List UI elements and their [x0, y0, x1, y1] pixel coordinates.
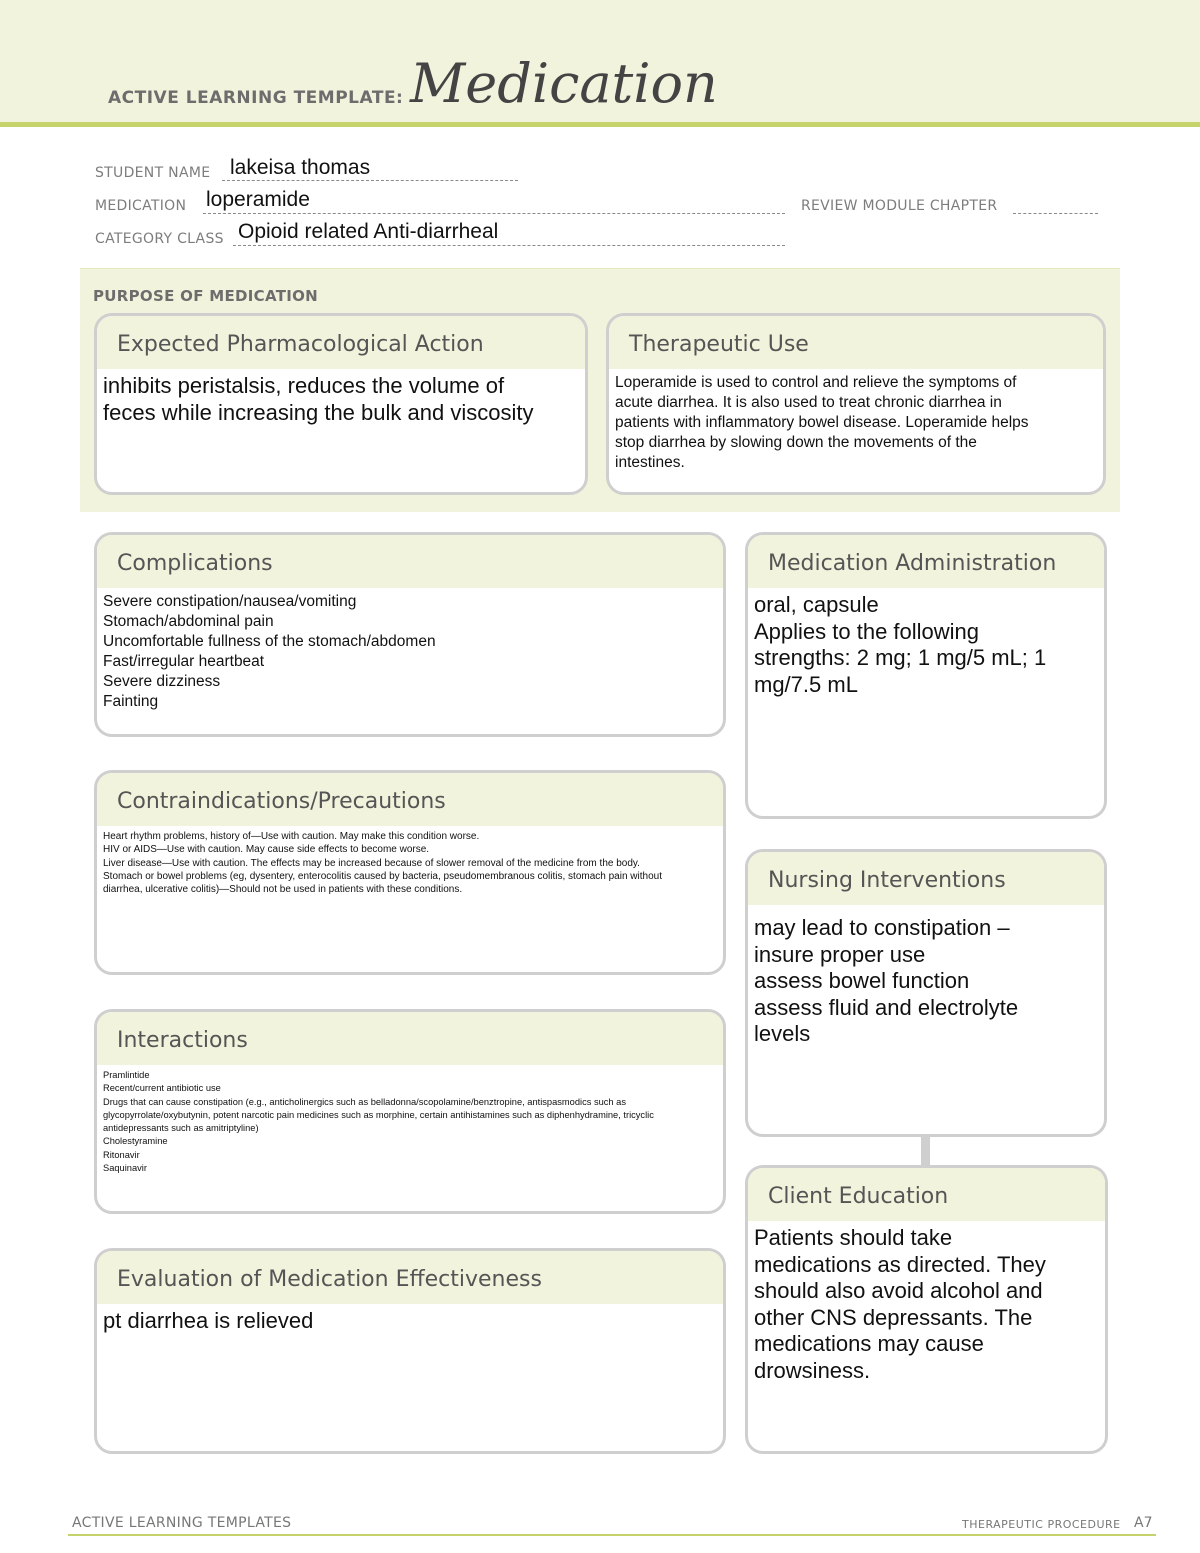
- medication-administration-box: [745, 532, 1107, 819]
- text-line: pt diarrhea is relieved: [103, 1308, 314, 1333]
- text-line: medications as directed. They: [754, 1251, 1046, 1277]
- text-line: feces while increasing the bulk and viscosity: [103, 399, 534, 425]
- evaluation-title: Evaluation of Medication Effectiveness: [97, 1251, 723, 1304]
- medication-line: [203, 213, 785, 214]
- text-line: Severe constipation/nausea/vomiting: [103, 593, 357, 610]
- category-class-label: CATEGORY CLASS: [95, 231, 224, 247]
- text-line: acute diarrhea. It is also used to treat chronic diarrhea in: [615, 394, 1002, 411]
- text-line: patients with inflammatory bowel disease. Loperamide helps: [615, 414, 1029, 431]
- text-line: strengths: 2 mg; 1 mg/5 mL; 1: [754, 645, 1047, 670]
- template-label: ACTIVE LEARNING TEMPLATE:: [108, 88, 404, 108]
- footer-section: THERAPEUTIC PROCEDURE: [962, 1518, 1121, 1531]
- client-education-text[interactable]: [748, 1221, 1105, 1388]
- category-class-field[interactable]: Opioid related Anti-diarrheal: [238, 220, 499, 243]
- review-chapter-label: REVIEW MODULE CHAPTER: [801, 198, 998, 214]
- text-line: other CNS depressants. The: [754, 1304, 1033, 1330]
- text-line: intestines.: [615, 454, 685, 471]
- text-line: Cholestyramine: [103, 1136, 168, 1147]
- nursing-interventions-text[interactable]: [748, 905, 1104, 1052]
- text-line: Saquinavir: [103, 1163, 147, 1174]
- evaluation-box: [94, 1248, 726, 1454]
- text-line: inhibits peristalsis, reduces the volume of: [103, 373, 505, 398]
- text-line: should also avoid alcohol and: [754, 1278, 1043, 1303]
- contraindications-title: Contraindications/Precautions: [97, 773, 723, 826]
- text-line: Severe dizziness: [103, 673, 221, 690]
- nursing-interventions-box: [745, 849, 1107, 1137]
- text-line: Drugs that can cause constipation (e.g., anticholinergics such as belladonna/scopolamine/benztropine, antispasmodics such as glycopyrrolate/oxybutynin, potent narcotic pain medicines such as morphine, certain antihistamines such as diphenhydramine, tricyclic antidepressants such as amitriptyline): [103, 1096, 654, 1134]
- medication-administration-title: Medication Administration: [748, 535, 1104, 588]
- text-line: Liver disease—Use with caution. The effects may be increased because of slower removal of the medicine from the body.: [103, 857, 640, 869]
- complications-text[interactable]: [97, 588, 723, 716]
- page-title: Medication: [410, 52, 718, 115]
- text-line: Heart rhythm problems, history of—Use with caution. May make this condition worse.: [103, 831, 480, 842]
- text-line: Fainting: [103, 693, 159, 710]
- medication-administration-text[interactable]: [748, 588, 1104, 702]
- text-line: Loperamide is used to control and relieve the symptoms of: [615, 374, 1017, 391]
- text-line: insure proper use: [754, 941, 926, 967]
- complications-box: [94, 532, 726, 737]
- complications-title: Complications: [97, 535, 723, 588]
- client-education-title: Client Education: [748, 1168, 1105, 1221]
- header-divider: [0, 122, 1200, 127]
- text-line: levels: [754, 1021, 811, 1046]
- text-line: Patients should take: [754, 1225, 953, 1250]
- text-line: HIV or AIDS—Use with caution. May cause side effects to become worse.: [103, 844, 430, 856]
- text-line: Pramlintide: [103, 1070, 150, 1080]
- interactions-title: Interactions: [97, 1012, 723, 1065]
- text-line: drowsiness.: [754, 1357, 871, 1383]
- therapeutic-use-box: [606, 313, 1106, 495]
- interactions-box: [94, 1009, 726, 1214]
- therapeutic-use-text[interactable]: [609, 369, 1103, 477]
- therapeutic-use-title: Therapeutic Use: [609, 316, 1103, 369]
- client-education-box: [745, 1165, 1108, 1454]
- text-line: stop diarrhea by slowing down the movements of the: [615, 434, 977, 451]
- expected-action-text[interactable]: [97, 369, 585, 430]
- review-chapter-field[interactable]: [1013, 213, 1098, 214]
- text-line: Recent/current antibiotic use: [103, 1083, 221, 1094]
- text-line: medications may cause: [754, 1331, 984, 1356]
- text-line: mg/7.5 mL: [754, 671, 858, 697]
- contraindications-text[interactable]: [97, 826, 723, 900]
- text-line: Ritonavir: [103, 1149, 140, 1160]
- medication-field[interactable]: loperamide: [206, 188, 310, 211]
- interactions-text[interactable]: [97, 1065, 723, 1179]
- footer-divider: [68, 1534, 1156, 1536]
- text-line: Applies to the following: [754, 618, 980, 644]
- text-line: assess bowel function: [754, 968, 970, 993]
- page-number: A7: [1134, 1515, 1153, 1531]
- connector-bar: [921, 1136, 930, 1166]
- purpose-label: PURPOSE OF MEDICATION: [93, 287, 319, 305]
- text-line: Fast/irregular heartbeat: [103, 653, 265, 670]
- medication-label: MEDICATION: [95, 198, 187, 214]
- evaluation-text[interactable]: [97, 1304, 723, 1339]
- category-line: [233, 245, 785, 246]
- expected-action-box: [94, 313, 588, 495]
- text-line: Uncomfortable fullness of the stomach/abdomen: [103, 633, 436, 650]
- footer-label: ACTIVE LEARNING TEMPLATES: [72, 1515, 292, 1531]
- expected-action-title: Expected Pharmacological Action: [97, 316, 585, 369]
- student-name-label: STUDENT NAME: [95, 165, 211, 181]
- nursing-interventions-title: Nursing Interventions: [748, 852, 1104, 905]
- student-name-field[interactable]: lakeisa thomas: [230, 156, 371, 179]
- text-line: Stomach or bowel problems (eg, dysentery, enterocolitis caused by bacteria, pseudomembranous colitis, stomach pain without diarrhea, ulcerative colitis)—Should not be used in patients with these conditions.: [103, 870, 662, 896]
- text-line: oral, capsule: [754, 592, 879, 617]
- student-name-line: [222, 180, 518, 181]
- text-line: may lead to constipation –: [754, 915, 1010, 940]
- text-line: Stomach/abdominal pain: [103, 613, 274, 630]
- contraindications-box: [94, 770, 726, 975]
- text-line: assess fluid and electrolyte: [754, 994, 1019, 1020]
